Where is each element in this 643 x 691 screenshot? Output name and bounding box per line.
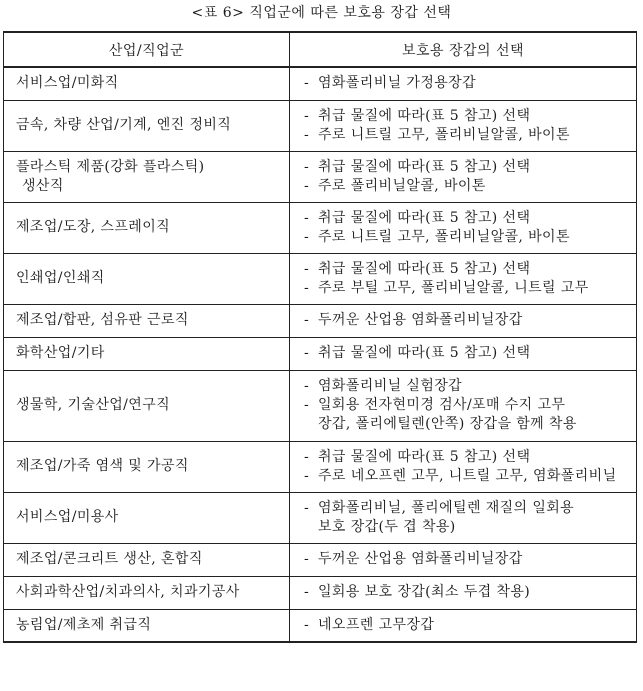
industry-text: 플라스틱 제품(강화 플라스틱): [16, 158, 205, 175]
industry-text: 서비스업/미화직: [16, 75, 119, 92]
protection-text: 염화폴리비닐 실험장갑: [318, 378, 463, 394]
protection-text: 주로 폴리비닐알콜, 바이톤: [318, 177, 486, 194]
protection-line: [304, 396, 632, 415]
bullet-dash: -: [304, 312, 310, 328]
bullet-dash: -: [304, 448, 310, 465]
protection-line: [304, 311, 632, 330]
protection-text: 장갑, 폴리에틸렌(안쪽) 장갑을 함께 착용: [318, 416, 577, 432]
protection-line: [304, 448, 632, 467]
table-header-row: [4, 32, 637, 67]
protection-cell: [290, 67, 637, 100]
protection-text: 네오프렌 고무장갑: [318, 616, 435, 633]
industry-cell: [4, 441, 290, 492]
bullet-dash: -: [304, 177, 310, 194]
protection-line: [304, 518, 632, 537]
industry-text: 사회과학산업/치과의사, 치과기공사: [16, 584, 240, 600]
protection-cell: [290, 151, 637, 202]
protection-line: [304, 158, 632, 177]
bullet-dash: -: [304, 551, 310, 567]
protection-line: [304, 260, 632, 279]
table-row: [4, 253, 637, 304]
bullet-dash: -: [304, 584, 310, 600]
protection-line: [304, 209, 632, 228]
industry-text: 생물학, 기술산업/연구직: [16, 397, 171, 413]
table-row: [4, 337, 637, 370]
industry-cell: [4, 67, 290, 100]
bullet-dash: -: [304, 209, 310, 226]
industry-text: 화학산업/기타: [16, 345, 105, 361]
protection-cell: [290, 337, 637, 370]
bullet-dash: -: [304, 345, 310, 361]
protection-text: 염화폴리비닐, 폴리에틸렌 재질의 일회용: [318, 499, 575, 516]
industry-text: 제조업/도장, 스프레이직: [16, 219, 171, 235]
protection-text: 취급 물질에 따라(표 5 참고) 선택: [318, 209, 531, 226]
bullet-dash: -: [304, 378, 310, 394]
protection-text: 주로 부틸 고무, 폴리비닐알콜, 니트릴 고무: [318, 279, 589, 296]
industry-cell: [4, 304, 290, 337]
protection-cell: [290, 100, 637, 151]
protection-cell: [290, 609, 637, 642]
protection-line: [304, 377, 632, 396]
protection-line: [304, 616, 632, 635]
table-row: [4, 441, 637, 492]
protection-cell: [290, 492, 637, 543]
protection-cell: [290, 202, 637, 253]
industry-text: 농림업/제초제 취급직: [16, 616, 152, 633]
protection-cell: [290, 441, 637, 492]
protection-cell: [290, 576, 637, 609]
protection-line: [304, 344, 632, 363]
protection-line: [304, 279, 632, 298]
industry-cell: [4, 370, 290, 441]
table-row: [4, 370, 637, 441]
table-row: [4, 609, 637, 642]
industry-cell: [4, 609, 290, 642]
table-row: [4, 304, 637, 337]
industry-cell: [4, 151, 290, 202]
protection-text: 취급 물질에 따라(표 5 참고) 선택: [318, 158, 531, 175]
industry-text: 생산직: [22, 177, 64, 194]
protection-text: 보호 장갑(두 겹 착용): [318, 518, 456, 535]
industry-text: 제조업/가죽 염색 및 가공직: [16, 458, 189, 474]
table-row: [4, 492, 637, 543]
header-protection: 보호용 장갑의 선택: [290, 32, 637, 67]
header-industry: 산업/직업군: [4, 32, 290, 67]
protection-text: 두꺼운 산업용 염화폴리비닐장갑: [318, 312, 523, 328]
bullet-dash: -: [304, 126, 310, 143]
table-row: [4, 202, 637, 253]
industry-text: 제조업/콘크리트 생산, 혼합직: [16, 551, 203, 567]
table-row: [4, 576, 637, 609]
industry-cell: [4, 337, 290, 370]
protection-cell: [290, 370, 637, 441]
table-row: [4, 100, 637, 151]
protection-text: 주로 네오프렌 고무, 니트릴 고무, 염화폴리비닐: [318, 467, 617, 484]
bullet-dash: -: [304, 75, 310, 92]
bullet-dash: -: [304, 279, 310, 296]
table-row: [4, 151, 637, 202]
industry-cell: [4, 492, 290, 543]
industry-cell: [4, 576, 290, 609]
protection-line: [304, 107, 632, 126]
bullet-dash: -: [304, 616, 310, 633]
bullet-dash: -: [304, 499, 310, 516]
protection-line: [304, 228, 632, 247]
protection-text: 취급 물질에 따라(표 5 참고) 선택: [318, 260, 531, 277]
table-body: [4, 67, 637, 642]
protection-cell: [290, 253, 637, 304]
protection-text: 취급 물질에 따라(표 5 참고) 선택: [318, 345, 531, 361]
industry-cell: [4, 100, 290, 151]
protection-line: [304, 415, 632, 434]
table-row: [4, 67, 637, 100]
table-row: [4, 543, 637, 576]
protection-text: 두꺼운 산업용 염화폴리비닐장갑: [318, 551, 523, 567]
protection-line: [304, 74, 632, 93]
protection-text: 일회용 전자현미경 검사/포매 수지 고무: [318, 397, 566, 413]
protection-text: 취급 물질에 따라(표 5 참고) 선택: [318, 107, 531, 124]
protection-line: [304, 467, 632, 486]
protection-text: 취급 물질에 따라(표 5 참고) 선택: [318, 448, 531, 465]
protection-line: [304, 583, 632, 602]
glove-selection-table: [3, 31, 637, 643]
industry-text: 제조업/합판, 섬유판 근로직: [16, 312, 189, 328]
table-caption: <표 6> 직업군에 따른 보호용 장갑 선택: [191, 5, 452, 21]
protection-line: [304, 550, 632, 569]
protection-text: 주로 니트릴 고무, 폴리비닐알콜, 바이톤: [318, 228, 570, 245]
bullet-dash: -: [304, 158, 310, 175]
protection-cell: [290, 543, 637, 576]
protection-line: [304, 177, 632, 196]
protection-text: 일회용 보호 장갑(최소 두겹 착용): [318, 584, 531, 600]
industry-text: 금속, 차량 산업/기계, 엔진 정비직: [16, 117, 232, 133]
protection-text: 염화폴리비닐 가정용장갑: [318, 75, 477, 92]
industry-cell: [4, 543, 290, 576]
industry-text: 서비스업/미용사: [16, 509, 119, 525]
bullet-dash: -: [304, 107, 310, 124]
industry-cell: [4, 253, 290, 304]
industry-cell: [4, 202, 290, 253]
bullet-dash: -: [304, 228, 310, 245]
protection-line: [304, 126, 632, 145]
protection-line: [304, 499, 632, 518]
industry-text: 인쇄업/인쇄직: [16, 270, 105, 286]
bullet-dash: -: [304, 467, 310, 484]
protection-cell: [290, 304, 637, 337]
bullet-dash: -: [304, 260, 310, 277]
bullet-dash: -: [304, 397, 310, 413]
protection-text: 주로 니트릴 고무, 폴리비닐알콜, 바이톤: [318, 126, 570, 143]
